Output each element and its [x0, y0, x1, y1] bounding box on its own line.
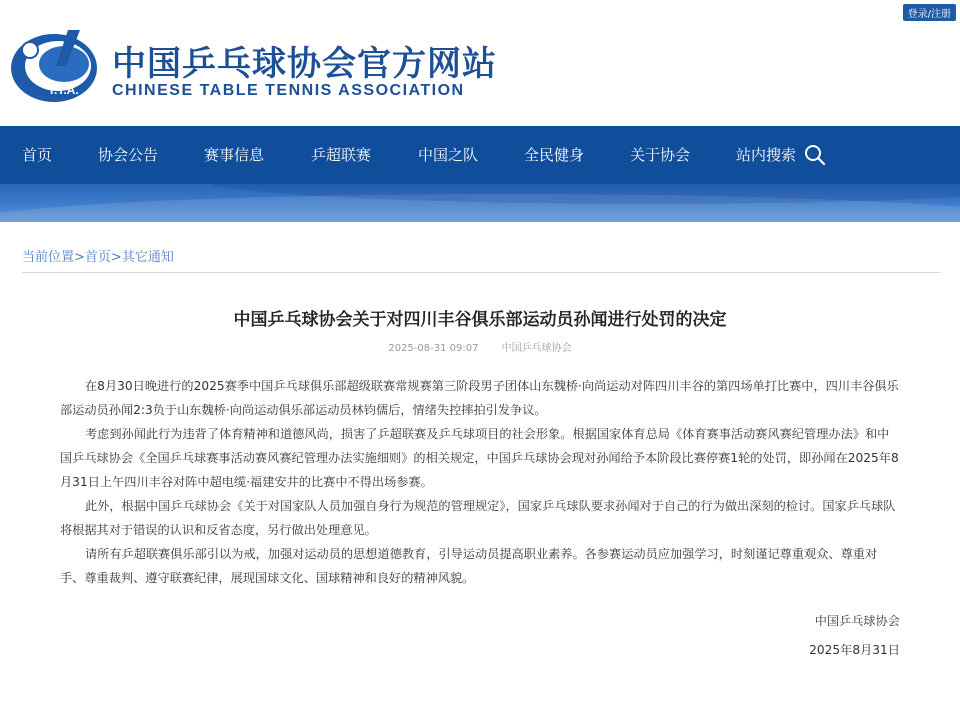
nav-search-label: 站内搜索	[736, 146, 797, 164]
article-paragraph: 在8月30日晚进行的2025赛季中国乒乓球俱乐部超级联赛常规赛第三阶段男子团体山东魏桥·向尚运动对阵四川丰谷的第四场单打比赛中，四川丰谷俱乐部运动员孙闻2:3负于山东魏桥·向尚运动俱乐部运动员林钧儒后，情绪失控摔拍引发争议。	[60, 379, 899, 417]
article-source: 中国乒乓球协会	[501, 343, 572, 354]
decorative-banner	[0, 184, 960, 222]
breadcrumb-prefix: 当前位置>	[22, 250, 85, 265]
site-title-cn: 中国乒乓球协会官方网站	[112, 44, 497, 84]
article-meta	[0, 339, 960, 354]
article-signature: 中国乒乓球协会	[814, 614, 900, 628]
article-sign-date: 2025年8月31日	[809, 643, 900, 657]
breadcrumb-home[interactable]: 首页	[84, 250, 111, 265]
site-header	[0, 14, 960, 122]
nav-fitness[interactable]: 全民健身	[524, 146, 585, 164]
main-nav	[0, 126, 960, 184]
article-paragraph: 请所有乒超联赛俱乐部引以为戒，加强对运动员的思想道德教育，引导运动员提高职业素养。各参赛运动员应加强学习，时刻谨记尊重观众、尊重对手、尊重裁判、遵守联赛纪律，展现国球文化、国球精神和良好的精神风貌。	[60, 547, 878, 585]
nav-about[interactable]: 关于协会	[630, 146, 691, 164]
breadcrumb-separator: >	[110, 250, 122, 265]
article-body	[60, 374, 900, 590]
nav-events[interactable]: 赛事信息	[204, 146, 265, 164]
nav-super-league[interactable]: 乒超联赛	[311, 146, 372, 164]
site-title-en: CHINESE TABLE TENNIS ASSOCIATION	[112, 82, 465, 99]
breadcrumb-current[interactable]: 其它通知	[121, 250, 174, 265]
search-icon[interactable]	[804, 144, 826, 166]
nav-national-team[interactable]: 中国之队	[418, 146, 479, 164]
tta-logo[interactable]	[8, 26, 104, 106]
article-title: 中国乒乓球协会关于对四川丰谷俱乐部运动员孙闻进行处罚的决定	[233, 310, 727, 330]
nav-announcements[interactable]: 协会公告	[98, 146, 159, 164]
article-date: 2025-08-31 09:07	[388, 343, 479, 354]
article-paragraph: 此外，根据中国乒乓球协会《关于对国家队人员加强自身行为规范的管理规定》，国家乒乓球队要求孙闻对于自己的行为做出深刻的检讨。国家乒乓球队将根据其对于错误的认识和反省态度，另行做出处理意见。	[60, 499, 896, 537]
nav-search[interactable]	[736, 126, 826, 184]
login-register-button[interactable]: 登录/注册	[903, 4, 956, 21]
breadcrumb-divider	[22, 272, 940, 273]
article-paragraph: 考虑到孙闻此行为违背了体育精神和道德风尚，损害了乒超联赛及乒乓球项目的社会形象。根据国家体育总局《体育赛事活动赛风赛纪管理办法》和中国乒乓球协会《全国乒乓球赛事活动赛风赛纪管理办法实施细则》的相关规定，中国乒乓球协会现对孙闻给予本阶段比赛停赛1轮的处罚，即孙闻在2025年8月31日上午四川丰谷对阵中超电缆·福建安井的比赛中不得出场参赛。	[60, 427, 899, 489]
breadcrumb	[22, 246, 174, 265]
logo-lettering: T.T.A.	[48, 83, 79, 97]
nav-home[interactable]: 首页	[22, 146, 53, 164]
